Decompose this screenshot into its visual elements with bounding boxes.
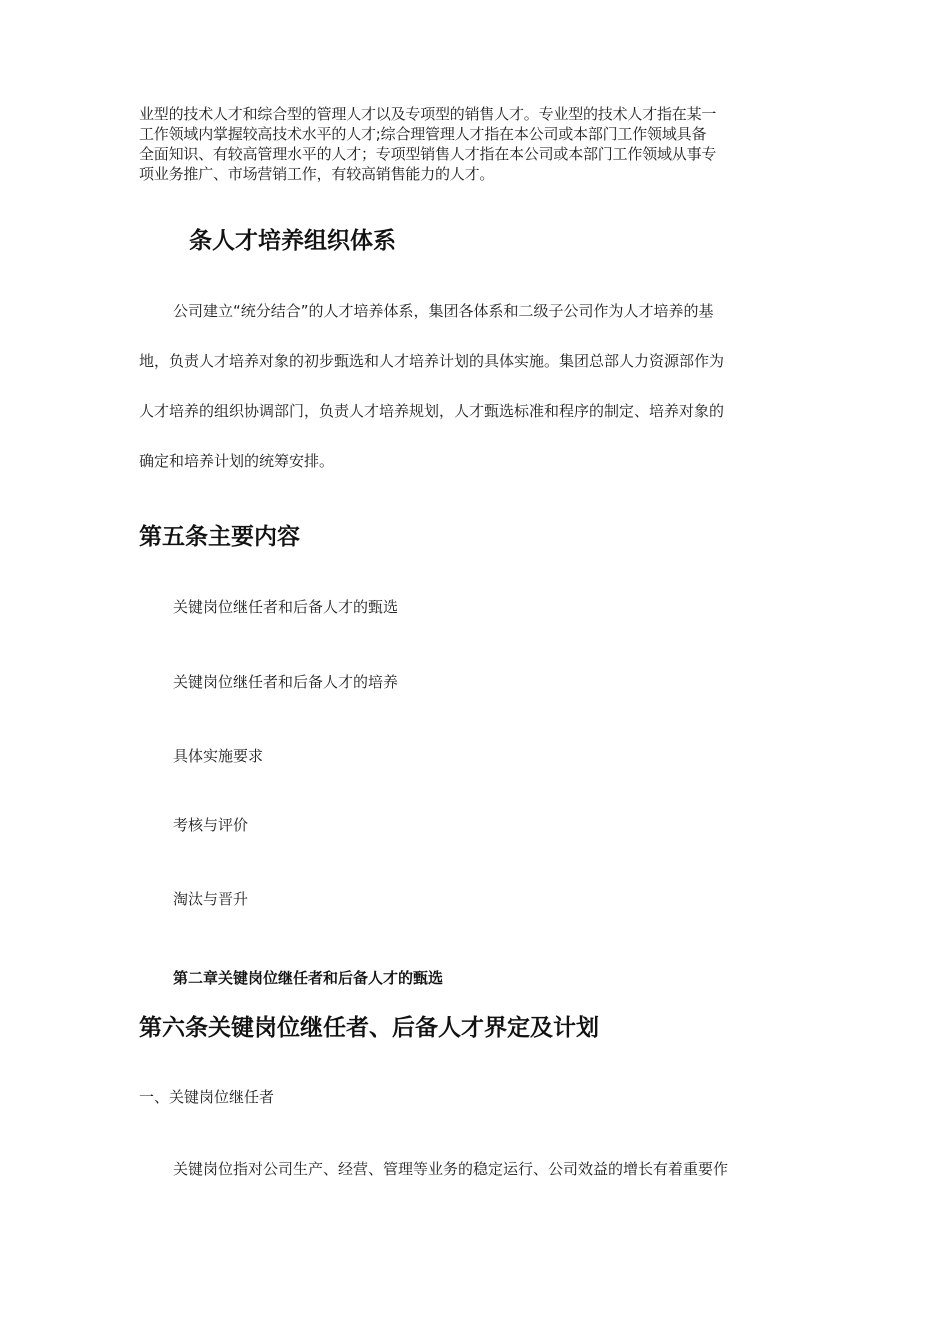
section4-line-3: 人才培养的组织协调部门，负责人才培养规划，人才甄选标准和程序的制定、培养对象的	[139, 402, 725, 420]
section6-subheading: 一、关键岗位继任者	[139, 1088, 275, 1106]
section4-line-4: 确定和培养计划的统筹安排。	[139, 452, 335, 470]
list-item: 关键岗位继任者和后备人才的甄选	[173, 598, 399, 616]
section4-line-1: 公司建立“统分结合”的人才培养体系，集团各体系和二级子公司作为人才培养的基	[173, 302, 714, 320]
section6-heading: 第六条关键岗位继任者、后备人才界定及计划	[139, 1015, 599, 1041]
section4-paragraph	[139, 286, 803, 486]
list-item: 淘汰与晋升	[173, 890, 249, 908]
list-item: 具体实施要求	[173, 747, 264, 765]
chapter-title: 第二章关键岗位继任者和后备人才的甄选	[173, 969, 444, 987]
list-item: 考核与评价	[173, 816, 249, 834]
intro-line-1: 业型的技术人才和综合型的管理人才以及专项型的销售人才。专业型的技术人才指在某一	[139, 105, 717, 123]
list-item: 关键岗位继任者和后备人才的培养	[173, 673, 399, 691]
section4-heading: 条人才培养组织体系	[189, 228, 396, 254]
section6-line-1: 关键岗位指对公司生产、经营、管理等业务的稳定运行、公司效益的增长有着重要作	[173, 1160, 729, 1178]
section4-line-2: 地，负责人才培养对象的初步甄选和人才培养计划的具体实施。集团总部人力资源部作为	[139, 352, 725, 370]
intro-line-3: 全面知识、有较高管理水平的人才；专项型销售人才指在本公司或本部门工作领域从事专	[139, 145, 717, 163]
section5-heading: 第五条主要内容	[139, 524, 300, 550]
intro-paragraph	[139, 104, 803, 184]
intro-line-4: 项业务推广、市场营销工作，有较高销售能力的人才。	[139, 165, 495, 183]
intro-line-2: 工作领域内掌握较高技术水平的人才;综合理管理人才指在本公司或本部门工作领域具备	[139, 125, 707, 143]
